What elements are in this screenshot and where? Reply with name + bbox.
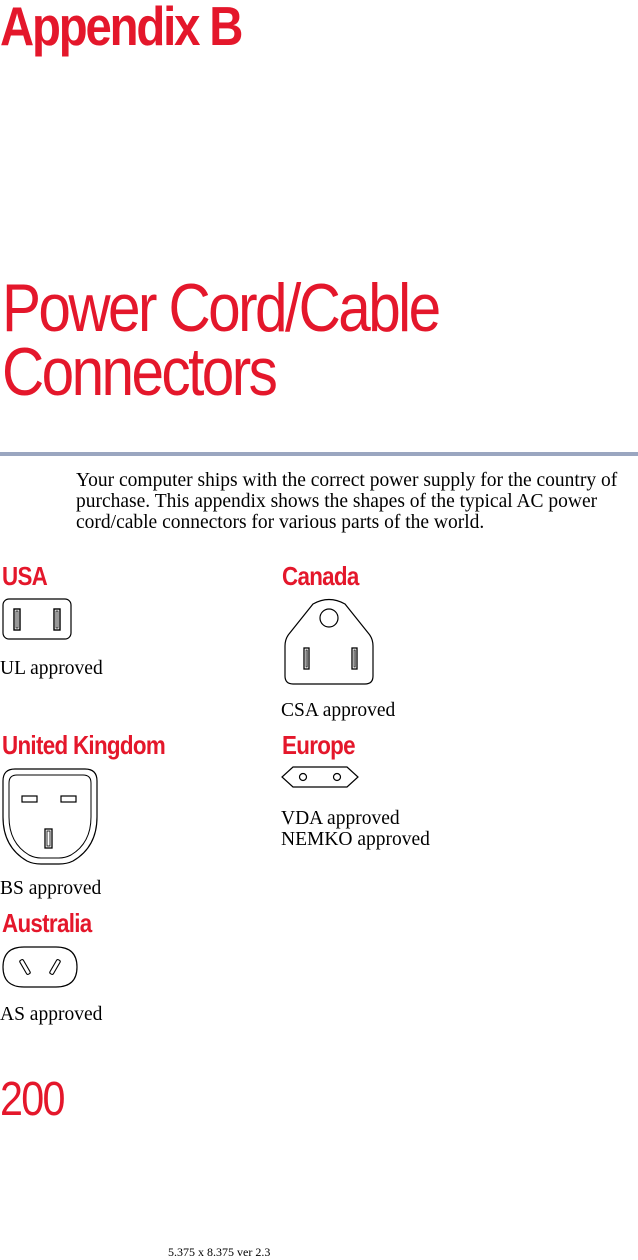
usa-approval: UL approved [0,658,103,679]
chapter-title [2,270,439,410]
appendix-title: Appendix B [0,0,242,57]
australia-plug-icon [2,946,78,988]
chapter-title-line-1: Power Cord/Cable [2,270,439,346]
uk-plug-icon [1,767,99,865]
uk-heading: United Kingdom [2,730,166,760]
canada-heading: Canada [282,561,359,591]
usa-plug-icon [2,598,72,640]
page-number: 200 [0,1073,64,1126]
australia-approval: AS approved [0,1004,103,1025]
europe-approval-nemko: NEMKO approved [281,829,430,850]
section-divider [0,452,638,456]
intro-paragraph: Your computer ships with the correct power supply for the country of purchase. This appendix shows the shapes of the typical AC power cord/cable connectors for various parts of the world. [76,470,618,533]
europe-plug-icon [281,766,359,788]
canada-plug-icon [283,598,375,686]
usa-heading: USA [2,561,48,591]
footer-version-note: 5.375 x 8.375 ver 2.3 [168,1245,271,1259]
uk-approval: BS approved [0,878,102,899]
canada-approval: CSA approved [281,700,396,721]
australia-heading: Australia [2,908,92,938]
chapter-title-line-2: Connectors [2,334,276,410]
europe-approval-vda: VDA approved [281,808,400,829]
europe-heading: Europe [282,730,355,760]
